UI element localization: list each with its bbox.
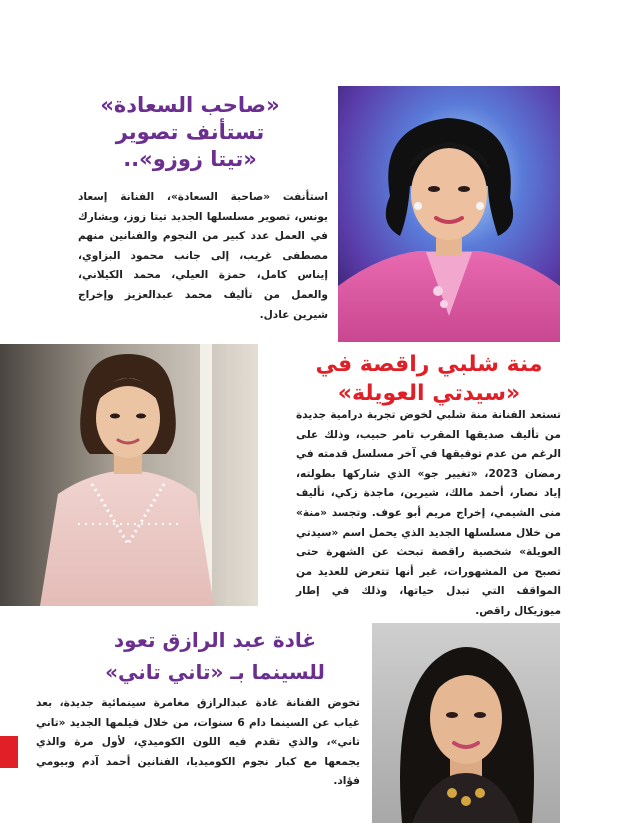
- portrait-ghada-illustration: [372, 623, 560, 823]
- article1-photo: [338, 86, 560, 342]
- page-edge-accent: [0, 736, 18, 768]
- article2-body: تستعد الفنانة منة شلبي لخوض تجربة درامية جديدة من تأليف صديقها المقرب تامر حبيب، وذلك على الرغم من عدم توفيقها في آخر مسلسل قدمته في رمضان 2023، «تغيير جو» الذي شاركها بطولته، إياد نصار، أحمد مالك، شيرين، ماجدة زكي، تأليف منى الشيمي، إخراج مريم أبو عوف. وتجسد «منة» من خلال مسلسلها الجديد الذي يحمل اسم «سيدتي العويلة» شخصية راقصة تبحث عن الشهرة حتى تصبح من المشهورات، غير أنها تتعرض للعديد من المواقف التي تبدل حياتها، وذلك في إطار ميوزيكال راقص.: [296, 409, 561, 617]
- article2-headline: [304, 350, 554, 408]
- article2-photo: [0, 344, 258, 606]
- article3-headline-line-2: للسينما بـ «تاني تاني»: [105, 660, 325, 684]
- article2-headline-line-2: «سيدتي العويلة»: [337, 381, 521, 406]
- article3-headline-line-1: غادة عبد الرازق تعود: [113, 628, 317, 652]
- portrait-menna-illustration: [0, 344, 258, 606]
- article1-headline: [60, 92, 320, 173]
- article3-headline: [80, 624, 350, 688]
- article2-headline-line-1: منة شلبي راقصة في: [315, 352, 543, 377]
- article1-body: استأنفت «صاحبة السعادة»، الفنانة إسعاد يونس، تصوير مسلسلها الجديد تيتا زوز، ويشارك في العمل عدد كبير من النجوم والفنانين منهم مصطفى غريب، إلى جانب محمود البزاوي، إيناس كامل، حمزة العيلي، محمد الكيلاني، والعمل من تأليف محمد عبدالعزيز وإخراج شيرين عادل.: [78, 191, 328, 321]
- article1-headline-line-3: «تيتا زوزو»..: [123, 147, 257, 171]
- article3-photo: [372, 623, 560, 823]
- article3-body: تخوض الفنانة غادة عبدالرازق مغامرة سينمائية جديدة، بعد غياب عن السينما دام 6 سنوات، من خلال فيلمها الجديد «تاني تاني»، والذي تقدم فيه اللون الكوميدي، لأول مرة والذي يجمعها مع كبار نجوم الكوميديا، الفنانين أحمد آدم وبيومي فؤاد.: [36, 697, 360, 788]
- article1-headline-line-2: تستأنف تصوير: [115, 120, 265, 144]
- article1-headline-line-1: «صاحب السعادة»: [100, 93, 280, 117]
- portrait-isaad-illustration: [338, 86, 560, 342]
